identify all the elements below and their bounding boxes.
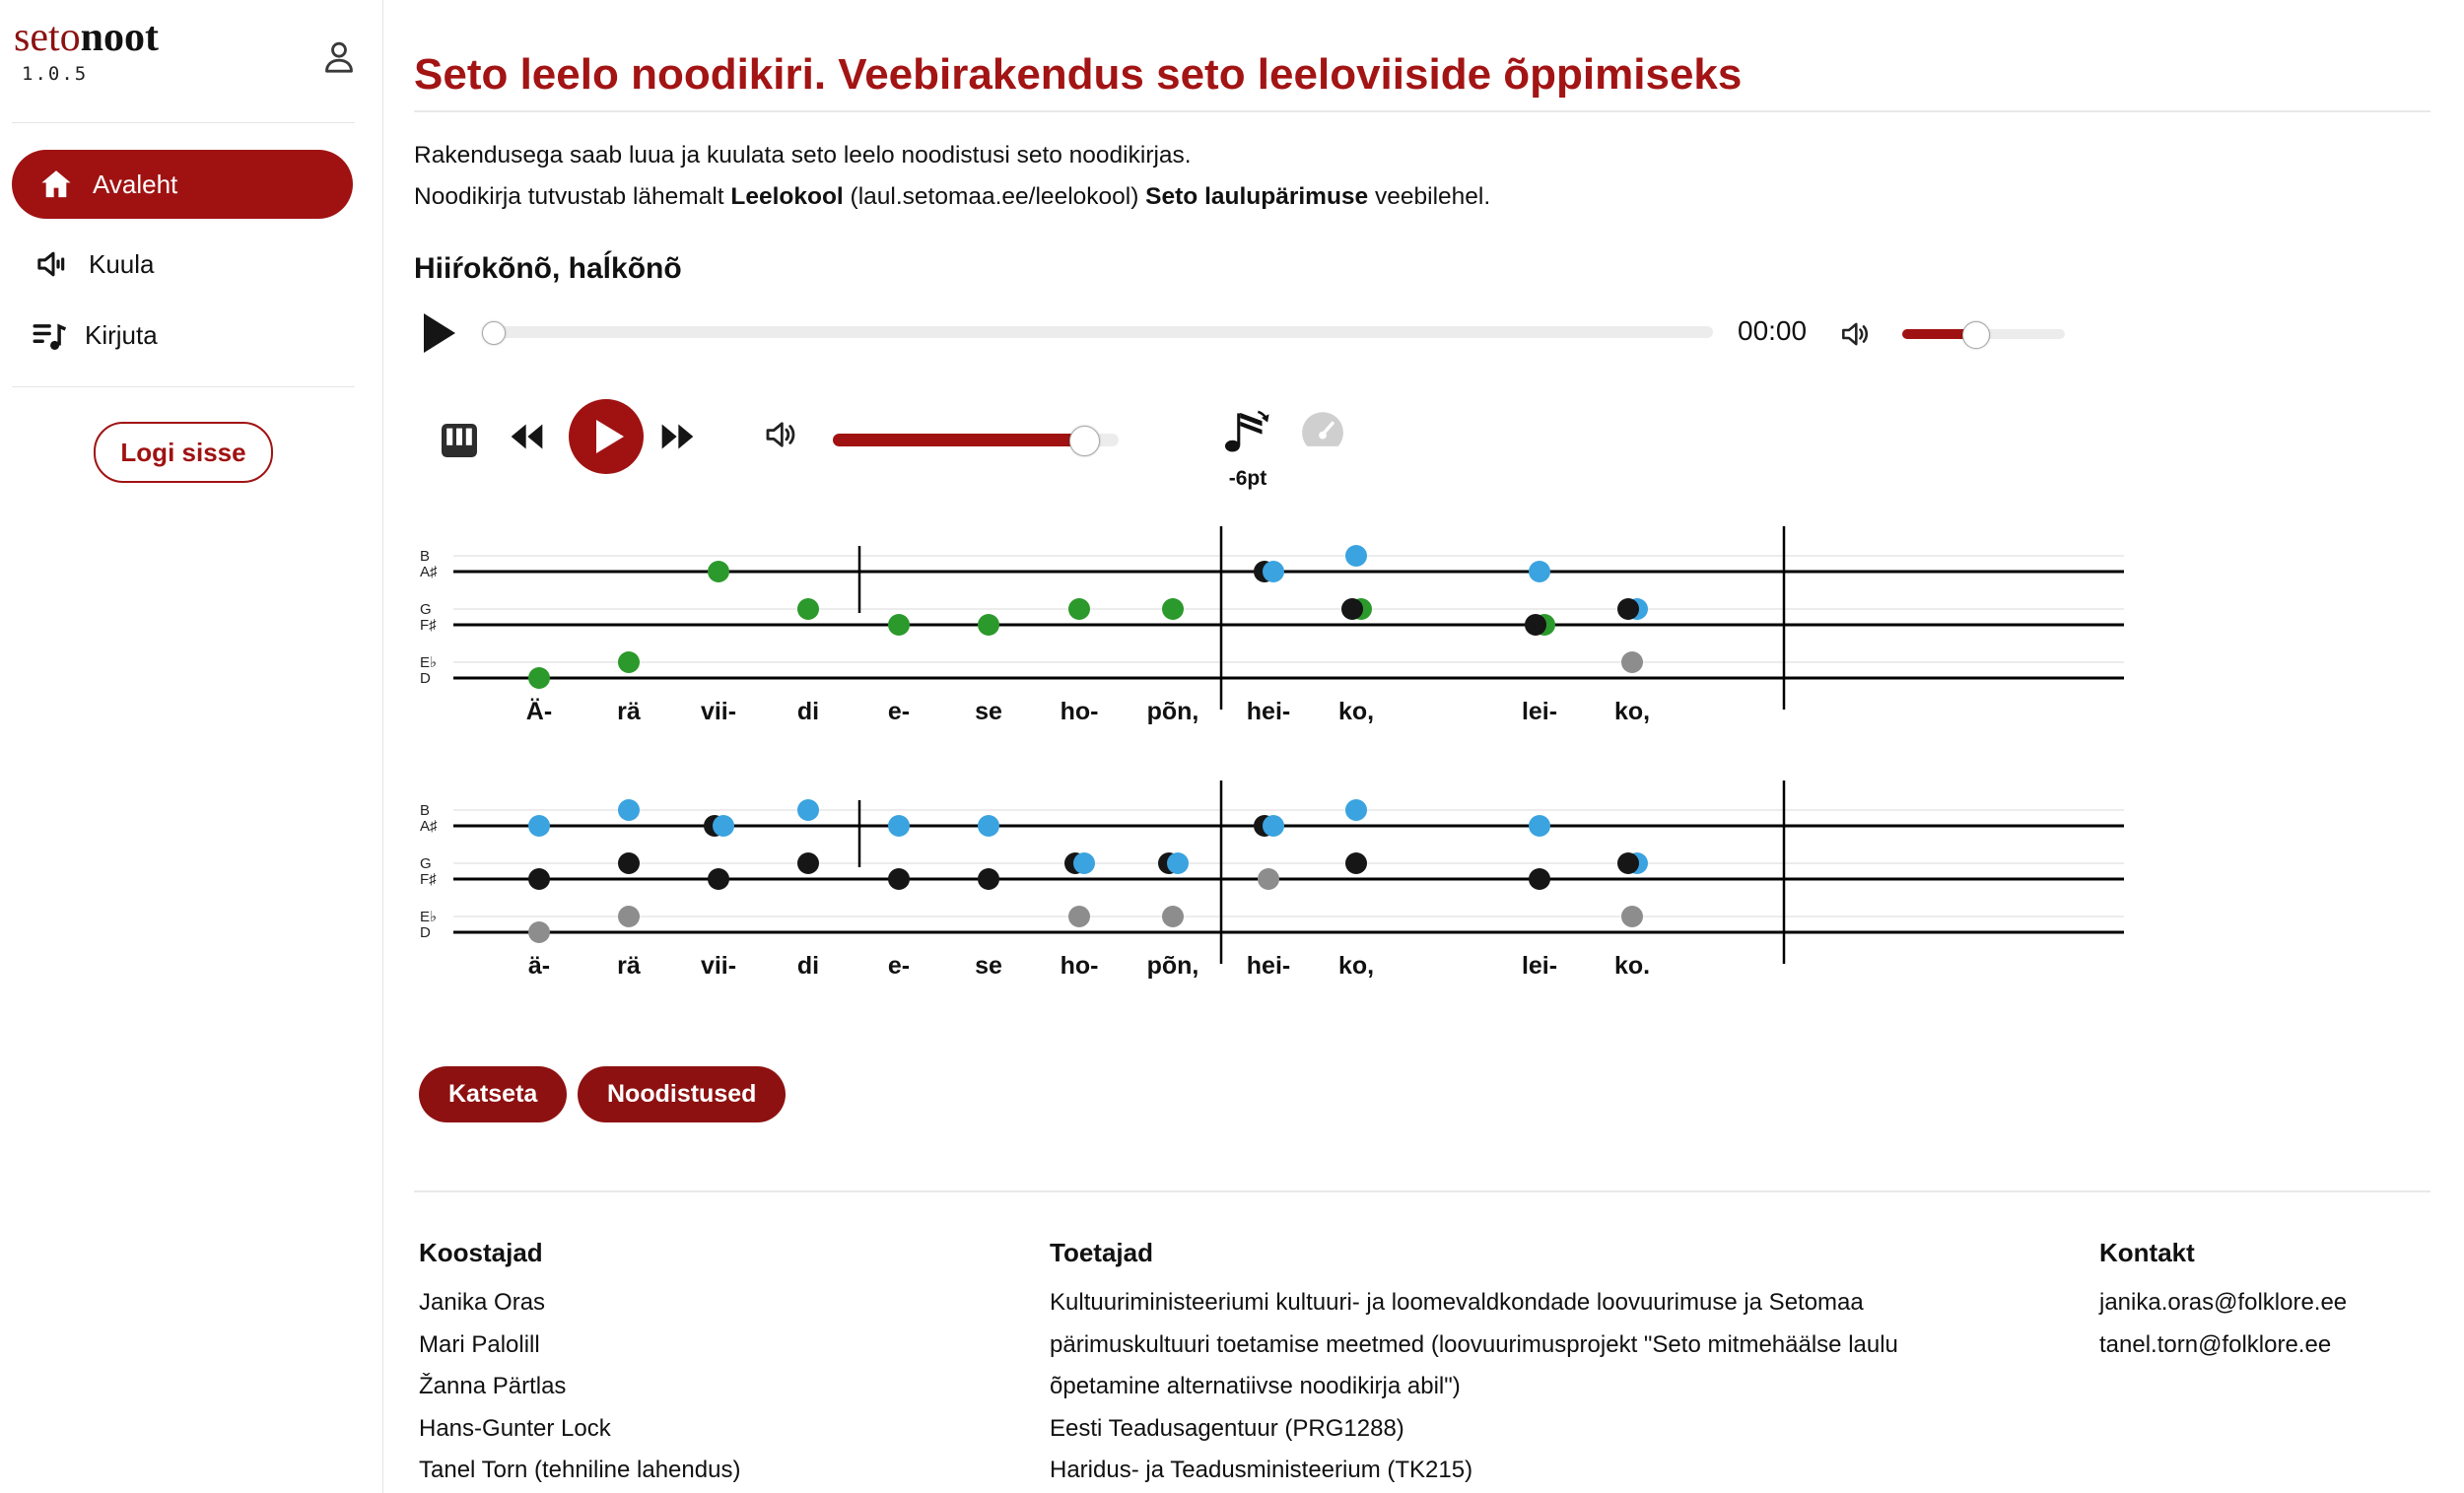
footer-supporters xyxy=(1050,1238,2055,1492)
sidebar-item-label: Kirjuta xyxy=(85,319,158,350)
staff-label: B xyxy=(420,548,431,565)
sidebar-divider-top xyxy=(12,122,355,123)
title-divider xyxy=(414,110,2430,112)
staff-label: A♯ xyxy=(420,564,438,580)
note-dot-green[interactable] xyxy=(1162,598,1184,620)
notation-play-button[interactable] xyxy=(569,399,644,474)
footer-line: Žanna Pärtlas xyxy=(419,1373,567,1399)
note-dot-black[interactable] xyxy=(888,868,910,890)
staff-label: E♭ xyxy=(420,654,438,671)
lyric-syllable: se xyxy=(975,698,1002,725)
user-account-icon[interactable] xyxy=(319,37,359,77)
footer-authors-list xyxy=(419,1282,1030,1492)
lyric-syllable: ko, xyxy=(1337,952,1375,980)
footer-authors xyxy=(419,1238,1030,1492)
notation-volume-icon[interactable] xyxy=(761,414,802,455)
lyric-syllable: ä- xyxy=(527,952,551,980)
note-dot-black[interactable] xyxy=(708,868,729,890)
note-dot-green[interactable] xyxy=(978,614,999,636)
footer-divider xyxy=(414,1190,2430,1192)
logo-noot: noot xyxy=(80,15,160,60)
note-dot-green[interactable] xyxy=(797,598,819,620)
lyric-syllable: e- xyxy=(887,698,911,725)
footer-line: janika.oras@folklore.ee xyxy=(2099,1289,2348,1316)
footer-line: Janika Oras xyxy=(419,1289,546,1316)
note-dot-blue[interactable] xyxy=(1167,852,1189,874)
lyric-syllable: Ä- xyxy=(525,698,553,725)
staff-label: F♯ xyxy=(420,617,437,634)
note-dot-black[interactable] xyxy=(797,852,819,874)
staff-label: G xyxy=(420,855,432,872)
note-dot-green[interactable] xyxy=(708,561,729,582)
lyric-syllable: rä xyxy=(617,698,641,725)
intro-line2-suffix: veebilehel. xyxy=(1368,183,1491,210)
leelokool-link[interactable]: Leelokool xyxy=(730,183,844,210)
intro-line-1: Rakendusega saab luua ja kuulata seto leelo noodistusi seto noodikirjas. xyxy=(414,142,1192,169)
lyric-syllable: hei- xyxy=(1246,698,1291,725)
noodistused-button[interactable] xyxy=(578,1066,786,1122)
noodistused-button-label: Noodistused xyxy=(607,1080,757,1108)
footer-line: Kultuuriministeeriumi kultuuri- ja loomevaldkondade loovuurimuse ja Setomaa xyxy=(1050,1289,1864,1316)
login-button-label: Logi sisse xyxy=(120,437,246,467)
sidebar-item-avaleht[interactable] xyxy=(12,150,353,219)
lyric-syllable: e- xyxy=(887,952,911,980)
footer-line: Hans-Gunter Lock xyxy=(419,1414,611,1442)
footer-line: Mari Palolill xyxy=(419,1330,540,1358)
lyric-syllable: lei- xyxy=(1521,698,1558,725)
note-dot-black[interactable] xyxy=(618,852,640,874)
katseta-button-label: Katseta xyxy=(448,1080,538,1108)
sidebar-item-label: Kuula xyxy=(89,248,155,279)
song-title: Hiiŕokõnõ, haĺkõnõ xyxy=(414,252,682,285)
note-dot-green[interactable] xyxy=(528,667,550,689)
note-dot-black[interactable] xyxy=(1529,868,1550,890)
footer-line: tanel.torn@folklore.ee xyxy=(2099,1330,2332,1358)
listen-speaker-icon xyxy=(34,244,73,284)
note-dot-black[interactable] xyxy=(528,868,550,890)
lyric-syllable: lei- xyxy=(1521,952,1558,980)
app-logo xyxy=(14,14,159,61)
note-dot-blue[interactable] xyxy=(1263,815,1284,837)
note-dot-blue[interactable] xyxy=(978,815,999,837)
transpose-label: -6pt xyxy=(1228,467,1267,490)
note-dot-green[interactable] xyxy=(1068,598,1090,620)
footer-contact-heading: Kontakt xyxy=(2099,1238,2195,1267)
staff-label: A♯ xyxy=(420,818,438,835)
note-dot-black[interactable] xyxy=(1617,598,1639,620)
audio-progress-bar[interactable] xyxy=(483,326,1713,338)
lyric-syllable: ko. xyxy=(1613,952,1651,980)
intro-line2-prefix: Noodikirja tutvustab lähemalt xyxy=(414,183,731,210)
lyric-syllable: hei- xyxy=(1246,952,1291,980)
sidebar xyxy=(0,0,383,1493)
lyric-syllable: di xyxy=(796,698,820,725)
note-dot-gray[interactable] xyxy=(1621,906,1643,927)
page-title: Seto leelo noodikiri. Veebirakendus seto leeloviiside õppimiseks xyxy=(414,50,1743,100)
note-dot-gray[interactable] xyxy=(1162,906,1184,927)
note-dot-gray[interactable] xyxy=(528,921,550,943)
home-icon xyxy=(37,166,75,203)
lyric-syllable: põn, xyxy=(1146,952,1199,980)
logo-seto: seto xyxy=(14,15,81,60)
footer-line: õpetamine alternatiivse noodikirja abil") xyxy=(1050,1373,1461,1399)
audio-volume-knob[interactable] xyxy=(1962,321,1990,349)
note-dot-blue[interactable] xyxy=(1529,561,1550,582)
note-dot-blue[interactable] xyxy=(528,815,550,837)
staff-label: D xyxy=(420,924,431,941)
note-dot-gray[interactable] xyxy=(1621,651,1643,673)
lyric-syllable: vii- xyxy=(700,952,737,980)
write-music-icon xyxy=(30,315,69,355)
note-dot-gray[interactable] xyxy=(1068,906,1090,927)
note-dot-gray[interactable] xyxy=(618,906,640,927)
lyric-syllable: vii- xyxy=(700,698,737,725)
footer-line: Tanel Torn (tehniline lahendus) xyxy=(419,1457,741,1483)
footer-line: pärimuskultuuri toetamise meetmed (loovuurimusprojekt "Seto mitmehäälse laulu xyxy=(1050,1330,1898,1358)
intro-line-2 xyxy=(414,183,2287,211)
sidebar-item-kuula[interactable] xyxy=(34,244,155,284)
note-dot-blue[interactable] xyxy=(1263,561,1284,582)
note-dot-blue[interactable] xyxy=(713,815,734,837)
audio-play-button[interactable] xyxy=(424,313,455,353)
lyric-syllable: põn, xyxy=(1146,698,1199,725)
note-dot-blue[interactable] xyxy=(797,799,819,821)
login-button[interactable] xyxy=(94,422,273,483)
notation-svg[interactable] xyxy=(414,522,2149,1007)
staff-label: D xyxy=(420,670,431,687)
note-dot-black[interactable] xyxy=(1617,852,1639,874)
footer-authors-heading: Koostajad xyxy=(419,1238,543,1267)
intro-line2-mid: (laul.setomaa.ee/leelokool) xyxy=(843,183,1146,210)
lyric-syllable: di xyxy=(796,952,820,980)
staff-label: B xyxy=(420,802,431,819)
note-dot-black[interactable] xyxy=(1345,852,1367,874)
lyric-syllable: se xyxy=(975,952,1002,980)
footer-contact-list xyxy=(2099,1282,2454,1366)
sidebar-divider-bottom xyxy=(12,386,355,387)
note-dot-green[interactable] xyxy=(618,651,640,673)
play-icon xyxy=(596,420,624,453)
note-dot-blue[interactable] xyxy=(1073,852,1095,874)
piano-keyboard-icon[interactable] xyxy=(436,416,483,465)
note-dot-gray[interactable] xyxy=(1258,868,1279,890)
fast-forward-button[interactable] xyxy=(656,417,700,456)
lauluparimus-link[interactable]: Seto laulupärimuse xyxy=(1145,183,1369,210)
notation-volume-fill xyxy=(833,434,1084,446)
katseta-button[interactable] xyxy=(419,1066,567,1122)
tempo-gauge-icon[interactable] xyxy=(1297,406,1348,453)
footer-line: Haridus- ja Teadusministeerium (TK215) xyxy=(1050,1457,1473,1483)
lyric-syllable: ho- xyxy=(1060,698,1099,725)
staff-label: G xyxy=(420,601,432,618)
sidebar-item-kirjuta[interactable] xyxy=(30,315,158,355)
lyric-syllable: ho- xyxy=(1060,952,1099,980)
audio-time: 00:00 xyxy=(1738,315,1808,346)
footer-supporters-heading: Toetajad xyxy=(1050,1238,1153,1267)
audio-volume-icon[interactable] xyxy=(1837,315,1875,353)
note-dot-blue[interactable] xyxy=(618,799,640,821)
lyric-syllable: ko, xyxy=(1613,698,1651,725)
sidebar-item-label: Avaleht xyxy=(93,169,178,199)
note-dot-blue[interactable] xyxy=(1345,545,1367,567)
footer-supporters-list xyxy=(1050,1282,2055,1492)
lyric-syllable: ko, xyxy=(1337,698,1375,725)
note-dot-blue[interactable] xyxy=(888,815,910,837)
transpose-icon[interactable] xyxy=(1220,402,1275,457)
note-dot-black[interactable] xyxy=(1341,598,1363,620)
note-dot-black[interactable] xyxy=(1525,614,1546,636)
staff-label: E♭ xyxy=(420,909,438,925)
footer-contact xyxy=(2099,1238,2454,1366)
notation-volume-knob[interactable] xyxy=(1069,426,1100,456)
app-version: 1.0.5 xyxy=(22,63,89,85)
lyric-syllable: rä xyxy=(617,952,641,980)
footer-line: Eesti Teadusagentuur (PRG1288) xyxy=(1050,1414,1404,1442)
note-dot-green[interactable] xyxy=(888,614,910,636)
audio-progress-knob[interactable] xyxy=(482,321,506,345)
staff-label: F♯ xyxy=(420,871,437,888)
note-dot-black[interactable] xyxy=(978,868,999,890)
note-dot-blue[interactable] xyxy=(1529,815,1550,837)
rewind-button[interactable] xyxy=(505,417,548,456)
note-dot-blue[interactable] xyxy=(1345,799,1367,821)
